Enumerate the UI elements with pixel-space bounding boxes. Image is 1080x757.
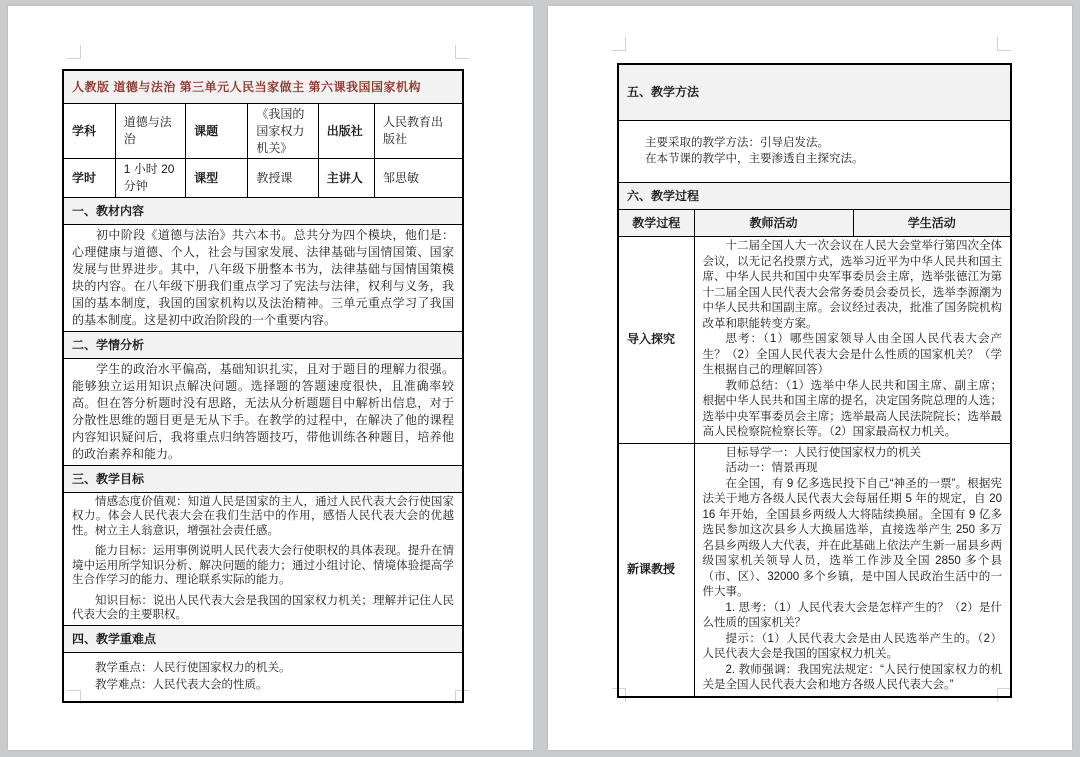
teacher-activity-intro — [694, 237, 1011, 444]
stage-label-new-lesson: 新课教授 — [618, 443, 694, 697]
paragraph: 教学难点：人民代表大会的性质。 — [95, 678, 268, 691]
lecturer-label: 主讲人 — [318, 159, 374, 198]
section-heading-methods: 五、教学方法 — [618, 64, 1011, 121]
paragraph: 学生的政治水平偏高，基础知识扎实，且对于题目的理解力很强。能够独立运用知识点解决问题。选择题的答题速度很快，且准确率较高。但在答分析题时没有思路，无法从分析题题目中解析出信息，对于分散性思维的题目更是无从下手。在教学的过程中，在解决了他的课程内容知识疑问后，我将重点归纳答题技巧，带他训练各种题目，培养他的政治素养和能力。 — [72, 361, 454, 461]
course-type-label: 课型 — [186, 159, 248, 198]
paragraph: 知识目标：说出人民代表大会是我国的国家权力机关；理解并记住人民代表大会的主要职权。 — [72, 594, 454, 622]
subject-value: 道德与法治 — [115, 104, 185, 159]
section-heading-process: 六、教学过程 — [618, 183, 1011, 210]
lesson-plan-table — [62, 69, 464, 703]
paragraph: 初中阶段《道德与法治》共六本书。总共分为四个模块，他们是：心理健康与道德、个人，社会与国家发展、法律基础与国情国策、国家发展与世界进步。其中，八年级下册整本书为，法律基础与国情国策模块的内容。在八年级下册我们重点学习了宪法与法律，权利与义务，我国的基本制度，我国的国家机构以及法治精神。三单元重点学习了我国的基本制度。这是初中政治阶段的一个重要内容。 — [72, 227, 454, 327]
paragraph: 目标导学一：人民行使国家权力的机关 — [725, 446, 921, 459]
stage-label-intro: 导入探究 — [618, 237, 694, 444]
teacher-activity-new-lesson — [694, 443, 1011, 697]
paragraph: 教学重点：人民行使国家权力的机关。 — [95, 661, 291, 674]
section-content-objectives — [63, 492, 463, 625]
column-header-stage: 教学过程 — [618, 210, 694, 237]
paragraph: 能力目标：运用事例说明人民代表大会行使职权的具体表现。提升在情境中运用所学知识分析、解决问题的能力；通过小组讨论、情境体验提高学生合作学习的能力、理论联系实际的能力。 — [72, 545, 454, 587]
margin-mark-icon — [997, 37, 1011, 51]
document-page-2[interactable] — [548, 6, 1072, 750]
paragraph: 情感态度价值观：知道人民是国家的主人，通过人民代表大会行使国家权力。体会人民代表大会在我们生活中的作用，感悟人民代表大会的优越性。树立主人翁意识，增强社会责任感。 — [72, 495, 454, 537]
course-type-value: 教授课 — [248, 159, 318, 198]
section-heading-material: 一、教材内容 — [63, 197, 463, 224]
topic-label: 课题 — [186, 104, 248, 159]
section-heading-objectives: 三、教学目标 — [63, 465, 463, 492]
paragraph: 教师总结：（1）选举中华人民共和国主席、副主席；根据中华人民共和国主席的提名，决定国务院总理的人选；选举中央军事委员会主席；选举最高人民法院院长；选举最高人民检察院检察长等。（2）国家最高权力机关。 — [702, 379, 1003, 438]
document-page-1[interactable] — [8, 6, 533, 750]
paragraph: 提示：（1）人民代表大会是由人民选举产生的。（2）人民代表大会是我国的国家权力机关。 — [702, 632, 1003, 660]
paragraph: 在本节课的教学中，主要渗透自主探究法。 — [645, 152, 864, 165]
column-header-teacher-activity: 教师活动 — [694, 210, 853, 237]
teaching-process-table — [617, 63, 1012, 698]
subject-label: 学科 — [63, 104, 115, 159]
paragraph: 主要采取的教学方法：引导启发法。 — [645, 137, 829, 149]
margin-mark-icon — [67, 45, 81, 59]
paragraph: 1. 思考：（1）人民代表大会是怎样产生的？（2）是什么性质的国家机关？ — [702, 601, 1003, 629]
section-content-material — [63, 224, 463, 331]
hours-value: 1 小时 20 分钟 — [115, 159, 185, 198]
paragraph: 活动一：情景再现 — [725, 462, 818, 474]
paragraph: 十二届全国人大一次会议在人民大会堂举行第四次全体会议，以无记名投票方式，选举习近平为中华人民共和国主席、中华人民共和国中央军事委员会主席，选举张德江为第十二届全国人民代表大会常务委员会委员长，选举李源潮为中华人民共和国副主席。会议经过表决，批准了国务院机构改革和职能转变方案。 — [702, 240, 1003, 330]
paragraph: 思考：（1）哪些国家领导人由全国人民代表大会产生？（2）全国人民代表大会是什么性质的国家机关？（学生根据自己的理解回答） — [702, 333, 1003, 376]
column-header-student-activity: 学生活动 — [853, 210, 1011, 237]
section-content-key-points — [63, 652, 463, 702]
section-content-methods — [618, 121, 1011, 183]
lesson-title: 人教版 道德与法治 第三单元人民当家做主 第六课我国国家机构 — [63, 70, 463, 104]
hours-label: 学时 — [63, 159, 115, 198]
margin-mark-icon — [455, 45, 469, 59]
section-heading-learner-analysis: 二、学情分析 — [63, 331, 463, 358]
lecturer-value: 邹思敏 — [374, 159, 463, 198]
section-content-learner-analysis — [63, 358, 463, 465]
publisher-value: 人民教育出版社 — [374, 104, 463, 159]
section-heading-key-points: 四、教学重难点 — [63, 625, 463, 652]
margin-mark-icon — [612, 37, 626, 51]
paragraph: 在全国，有 9 亿多选民投下自己“神圣的一票”。根据宪法关于地方各级人民代表大会每届任期 5 年的规定，自 2016 年开始，全国县乡两级人大将陆续换届。全国有 9 亿多选民参加这次县乡人大换届选举，直接选举产生 250 多万名县乡两级人大代表，并在此基础上依法产生新一届县乡两级国家机关领导人员，选举工作涉及全国 2850 多个县（市、区）、32000 多个乡镇，是中国人民政治生活中的一件大事。 — [702, 477, 1003, 598]
topic-value: 《我国的国家权力机关》 — [248, 104, 318, 159]
paragraph: 2. 教师强调：我国宪法规定：“人民行使国家权力的机关是全国人民代表大会和地方各级人民代表大会。” — [702, 663, 1003, 691]
publisher-label: 出版社 — [318, 104, 374, 159]
